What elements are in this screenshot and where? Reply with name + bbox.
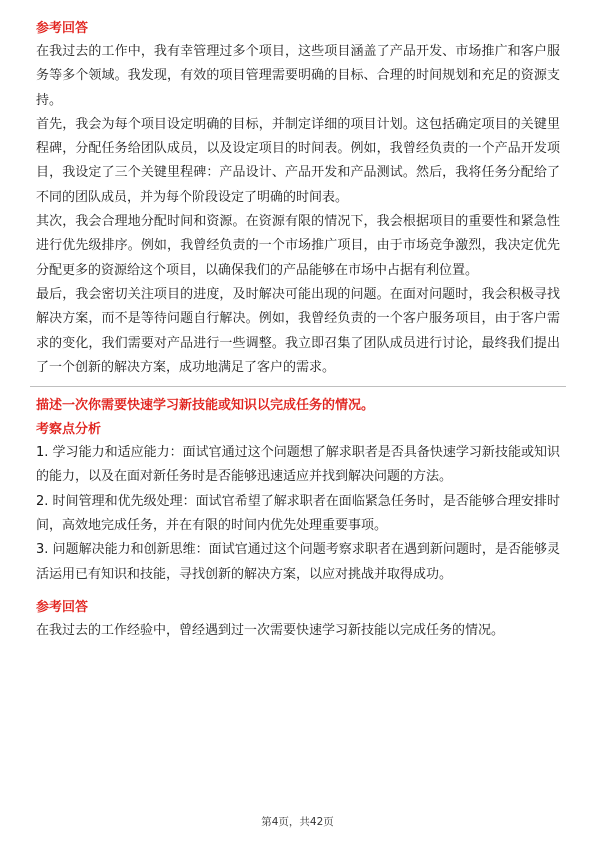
answer-paragraph-first: 首先，我会为每个项目设定明确的目标，并制定详细的项目计划。这包括确定项目的关键里程碑，分配任务给团队成员，以及设定项目的时间表。例如，我曾经负责的一个产品开发项目，我设定了三个关键里程碑：产品设计、产品开发和产品测试。然后，我将任务分配给了不同的团队成员，并为每个阶段设定了明确的时间表。 [36,116,560,205]
answer-paragraph-last: 最后，我会密切关注项目的进度，及时解决可能出现的问题。在面对问题时，我会积极寻找解决方案，而不是等待问题自行解决。例如，我曾经负责的一个客户服务项目，由于客户需求的变化，我们需要对产品进行一些调整。我立即召集了团队成员进行讨论，最终我们提出了一个创新的解决方案，成功地满足了客户的需求。 [36,286,560,375]
analysis-heading: 考察点分析 [36,422,102,438]
answer-paragraph-second: 其次，我会合理地分配时间和资源。在资源有限的情况下，我会根据项目的重要性和紧急性进行优先级排序。例如，我曾经负责的一个市场推广项目，由于市场竞争激烈，我决定优先分配更多的资源给这个项目，以确保我们的产品能够在市场中占据有利位置。 [36,214,560,278]
analysis-item: 2. 时间管理和优先级处理：面试官希望了解求职者在面临紧急任务时，是否能够合理安排时间，高效地完成任务，并在有限的时间内优先处理重要事项。 [36,493,560,534]
section-divider [30,386,566,387]
analysis-item: 1. 学习能力和适应能力：面试官通过这个问题想了解求职者是否具备快速学习新技能或知识的能力，以及在面对新任务时是否能够迅速适应并找到解决问题的方法。 [36,445,560,485]
interview-question: 描述一次你需要快速学习新技能或知识以完成任务的情况。 [36,398,375,414]
reference-answer-heading: 参考回答 [36,21,89,36]
reference-answer-heading-2: 参考回答 [36,599,89,615]
answer-paragraph-2-intro: 在我过去的工作经验中，曾经遇到过一次需要快速学习新技能以完成任务的情况。 [36,622,505,638]
answer-paragraph-intro: 在我过去的工作中，我有幸管理过多个项目，这些项目涵盖了产品开发、市场推广和客户服务等多个领域。我发现，有效的项目管理需要明确的目标、合理的时间规划和充足的资源支持。 [36,44,560,108]
page-content [36,18,560,643]
analysis-item: 3. 问题解决能力和创新思维：面试官通过这个问题考察求职者在遇到新问题时，是否能够灵活运用已有知识和技能，寻找创新的解决方案，以应对挑战并取得成功。 [36,542,560,582]
page-number: 第4页，共42页 [261,816,334,828]
